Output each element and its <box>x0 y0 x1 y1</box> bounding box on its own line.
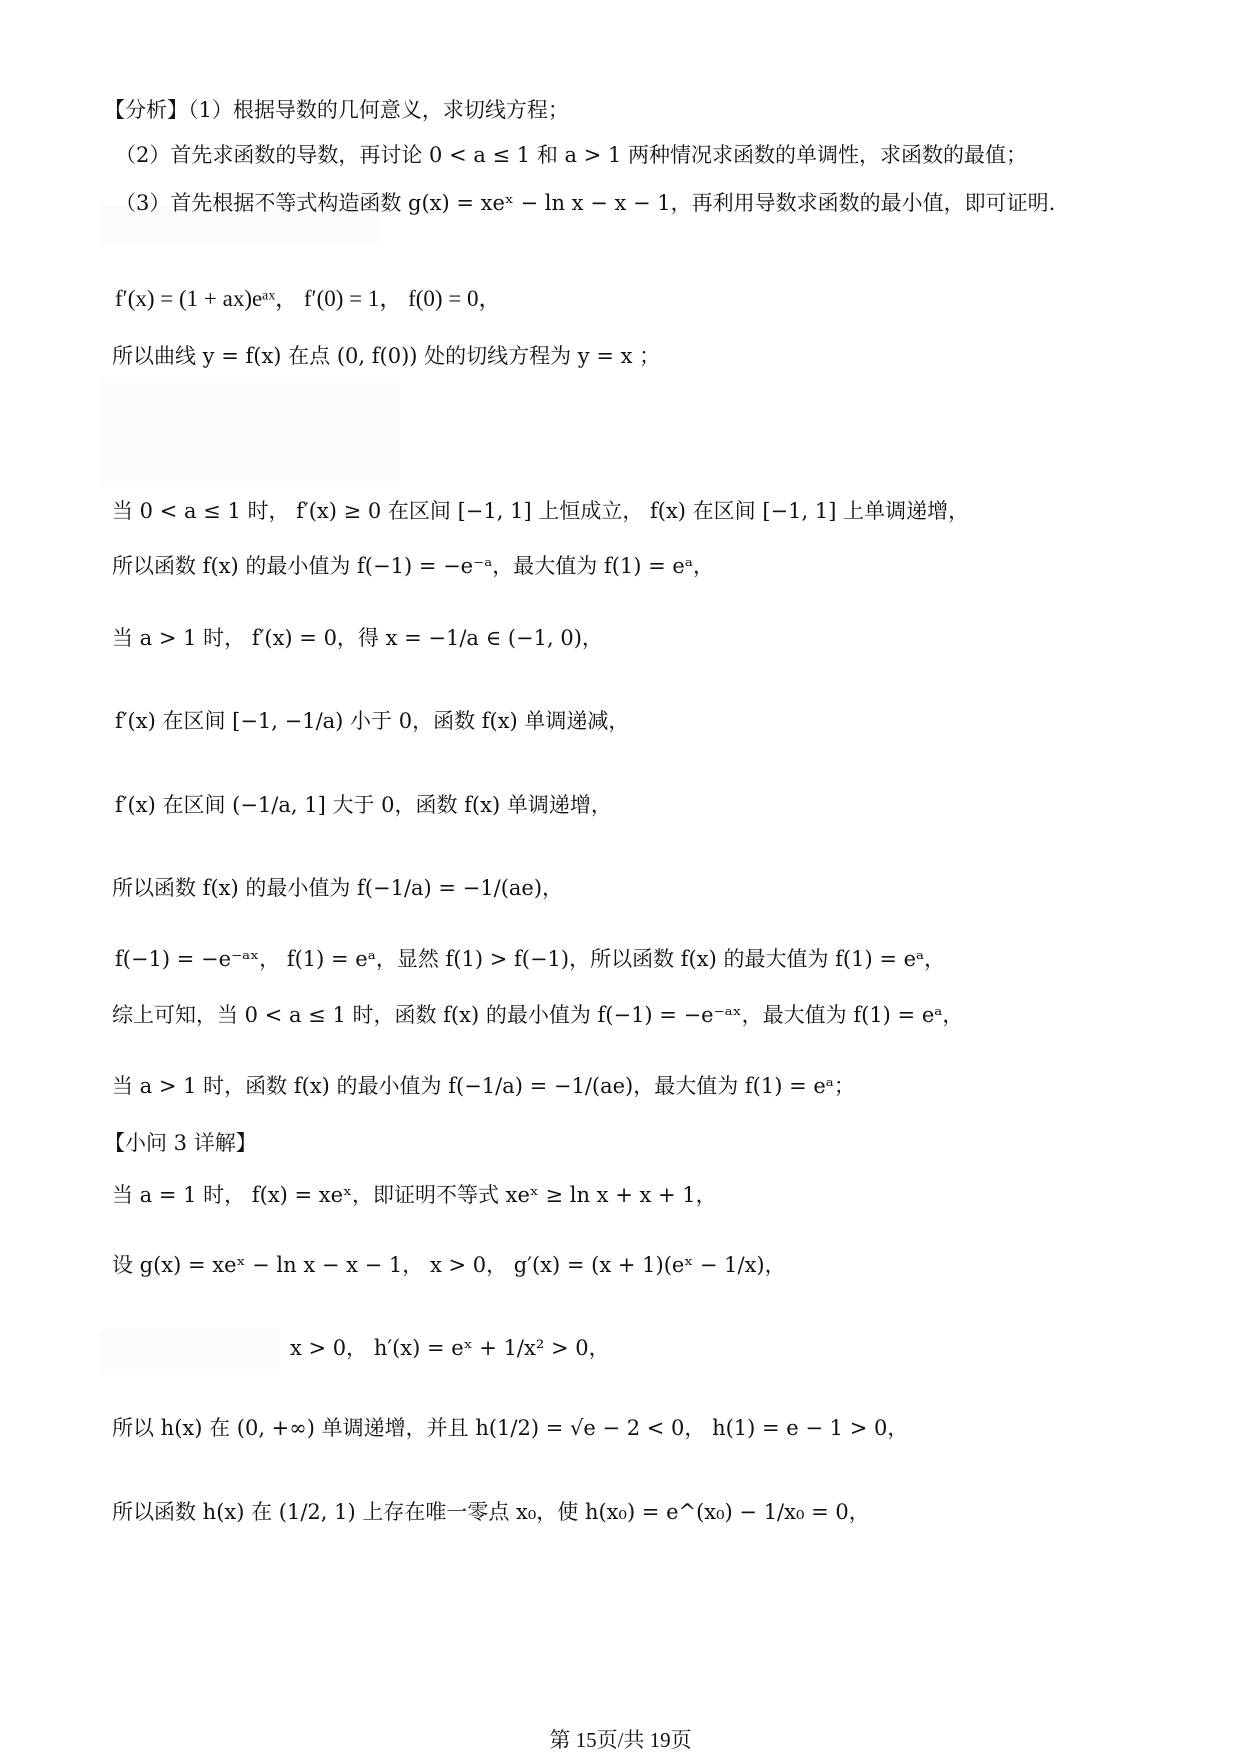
analysis-item1: 【分析】（1）根据导数的几何意义，求切线方程； <box>104 98 569 122</box>
part2-line4: f′(x) 在区间 [−1, −1/a) 小于 0，函数 f(x) 单调递减， <box>115 709 630 733</box>
analysis-item3: （3）首先根据不等式构造函数 g(x) = xeˣ − ln x − x − 1，再利用导数求函数的最小值，即可证明. <box>115 191 1056 215</box>
part2-line5: f′(x) 在区间 (−1/a, 1] 大于 0，函数 f(x) 单调递增， <box>115 793 612 817</box>
part2-line2: 所以函数 f(x) 的最小值为 f(−1) = −e⁻ᵃ，最大值为 f(1) = eᵃ， <box>112 554 714 578</box>
part3-line2: 设 g(x) = xeˣ − ln x − x − 1， x > 0， g′(x) = (x + 1)(eˣ − 1/x)， <box>112 1253 786 1277</box>
part3-line3: x > 0， h′(x) = eˣ + 1/x² > 0， <box>290 1336 610 1360</box>
part3-heading: 【小问 3 详解】 <box>104 1131 257 1155</box>
part2-line7: f(−1) = −e⁻ᵃˣ， f(1) = eᵃ，显然 f(1) > f(−1)，所以函数 f(x) 的最大值为 f(1) = eᵃ， <box>115 947 946 971</box>
faded-block-middle <box>100 382 400 482</box>
analysis-item2: （2）首先求函数的导数，再讨论 0 < a ≤ 1 和 a > 1 两种情况求函数的单调性，求函数的最值； <box>115 143 1028 167</box>
part1-line2: 所以曲线 y = f(x) 在点 (0, f(0)) 处的切线方程为 y = x ； <box>112 344 661 368</box>
part2-line3: 当 a > 1 时， f′(x) = 0，得 x = −1/a ∈ (−1, 0)， <box>112 626 603 650</box>
part3-line1: 当 a = 1 时， f(x) = xeˣ，即证明不等式 xeˣ ≥ ln x + x + 1， <box>112 1183 717 1207</box>
part2-line9: 当 a > 1 时，函数 f(x) 的最小值为 f(−1/a) = −1/(ae)，最大值为 f(1) = eᵃ； <box>112 1074 855 1098</box>
part3-line5: 所以函数 h(x) 在 (1/2, 1) 上存在唯一零点 x₀，使 h(x₀) = e^(x₀) − 1/x₀ = 0， <box>112 1500 870 1524</box>
part3-line4: 所以 h(x) 在 (0, +∞) 单调递增，并且 h(1/2) = √e − 2 < 0， h(1) = e − 1 > 0， <box>112 1416 909 1440</box>
faded-block-lower <box>100 1330 280 1370</box>
part2-line1: 当 0 < a ≤ 1 时， f′(x) ≥ 0 在区间 [−1, 1] 上恒成立， f(x) 在区间 [−1, 1] 上单调递增， <box>112 499 970 523</box>
analysis-heading: 【分析】 <box>104 98 188 122</box>
part1-line1: f′(x) = (1 + ax)eᵃˣ， f′(0) = 1， f(0) = 0， <box>115 286 502 311</box>
part2-line8: 综上可知，当 0 < a ≤ 1 时，函数 f(x) 的最小值为 f(−1) = −e⁻ᵃˣ，最大值为 f(1) = eᵃ， <box>112 1003 964 1027</box>
part2-line6: 所以函数 f(x) 的最小值为 f(−1/a) = −1/(ae)， <box>112 876 564 900</box>
page-footer: 第 15页/共 19页 <box>549 1728 692 1752</box>
